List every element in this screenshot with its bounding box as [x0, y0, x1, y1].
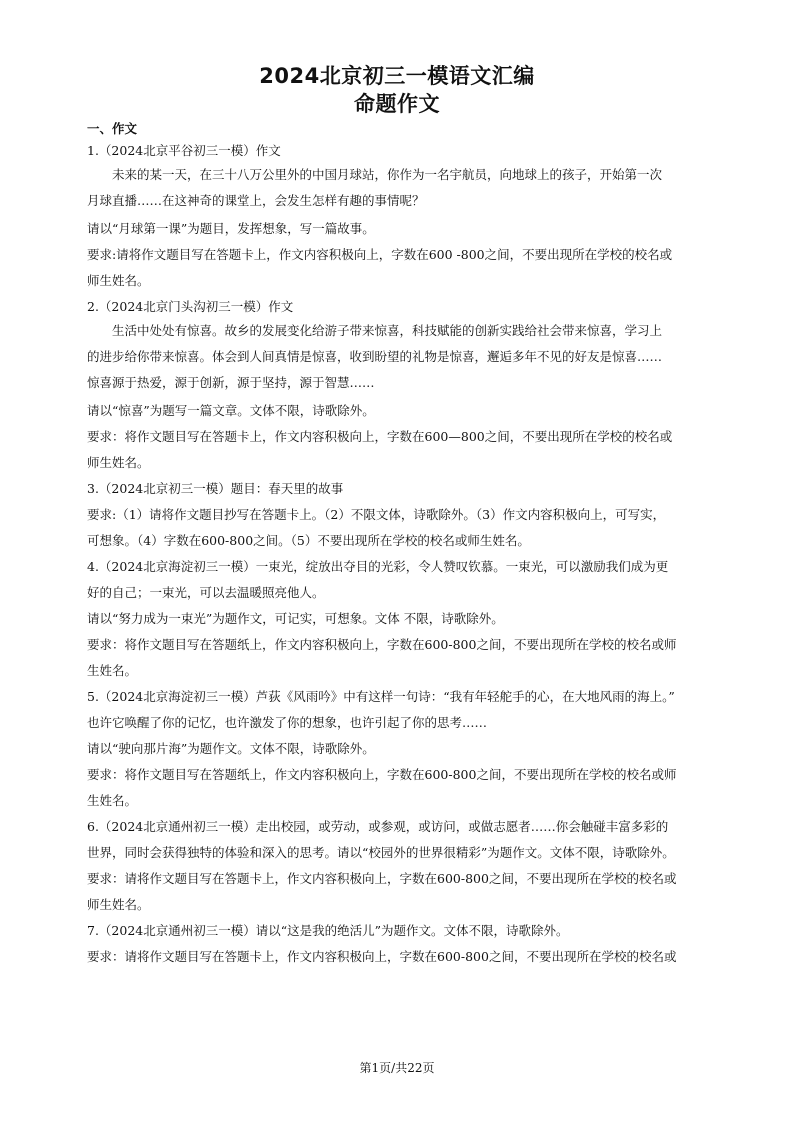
page-number: 第1页/共22页: [359, 1061, 435, 1075]
document-title: 2024北京初三一模语文汇编: [259, 64, 535, 88]
prompt-line: 月球直播……在这神奇的课堂上，会发生怎样有趣的事情呢？: [87, 193, 425, 208]
question-header-cont: 世界，同时会获得独特的体验和深入的思考。请以“校园外的世界很精彩”为题作文。文体不限，诗歌除外。: [87, 845, 675, 860]
requirement-line: 师生姓名。: [87, 273, 150, 288]
question-4: [87, 556, 709, 682]
requirement-line: 要求:（1）请将作文题目抄写在答题卡上。（2）不限文体，诗歌除外。（3）作文内容积极向上，可写实，: [87, 507, 666, 522]
requirement-line: 要求：将作文题目写在答题纸上，作文内容积极向上，字数在600-800之间，不要出现所在学校的校名或师: [87, 767, 677, 782]
requirement-line: 师生姓名。: [87, 897, 150, 912]
requirement-line: 生姓名。: [87, 663, 138, 678]
question-header: 6.（2024北京通州初三一模）走出校园，或劳动，或参观，或访问，或做志愿者……你会触碰丰富多彩的: [87, 819, 669, 834]
question-1: [87, 140, 709, 292]
task-line: 请以“努力成为一束光”为题作文，可记实，可想象。文体 不限，诗歌除外。: [87, 611, 504, 626]
requirement-line: 要求：将作文题目写在答题卡上，作文内容积极向上，字数在600—800之间，不要出现所在学校的校名或: [87, 429, 673, 444]
question-header: 5.（2024北京海淀初三一模）芦荻《风雨吟》中有这样一句诗：“我有年轻舵手的心，在大地风雨的海上。”: [87, 689, 675, 704]
prompt-line: 惊喜源于热爱，源于创新，源于坚持，源于智慧……: [87, 375, 375, 390]
requirement-line: 师生姓名。: [87, 455, 150, 470]
question-7: [87, 920, 709, 968]
question-header: 1.（2024北京平谷初三一模）作文: [87, 143, 281, 158]
question-3: [87, 478, 709, 552]
prompt-line: 生活中处处有惊喜。故乡的发展变化给游子带来惊喜，科技赋能的创新实践给社会带来惊喜，学习上: [112, 323, 663, 338]
question-6: [87, 816, 709, 916]
requirement-line: 要求：将作文题目写在答题纸上，作文内容积极向上，字数在600-800之间，不要出现所在学校的校名或师: [87, 637, 677, 652]
question-header-cont: 好的自己；一束光，可以去温暖照亮他人。: [87, 585, 325, 600]
question-header: 3.（2024北京初三一模）题目：春天里的故事: [87, 481, 344, 496]
task-line: 请以“月球第一课”为题目，发挥想象，写一篇故事。: [87, 221, 375, 236]
task-line: 请以“惊喜”为题写一篇文章。文体不限，诗歌除外。: [87, 403, 375, 418]
prompt-line: 未来的某一天，在三十八万公里外的中国月球站，你作为一名宇航员，向地球上的孩子，开始第一次: [112, 167, 663, 182]
question-5: [87, 686, 709, 812]
question-header: 4.（2024北京海淀初三一模）一束光，绽放出夺目的光彩，令人赞叹钦慕。一束光，可以激励我们成为更: [87, 559, 669, 574]
requirement-line: 生姓名。: [87, 793, 138, 808]
document-subtitle: 命题作文: [354, 92, 440, 116]
question-header: 2.（2024北京门头沟初三一模）作文: [87, 299, 294, 314]
requirement-line: 要求：请将作文题目写在答题卡上，作文内容积极向上，字数在600-800之间，不要出现所在学校的校名或: [87, 871, 677, 886]
question-header-cont: 也许它唤醒了你的记忆，也许激发了你的想象，也许引起了你的思考……: [87, 715, 488, 730]
section-heading: 一、作文: [87, 121, 138, 136]
requirement-line: 可想象。（4）字数在600-800之间。（5）不要出现所在学校的校名或师生姓名。: [87, 533, 530, 548]
requirement-line: 要求:请将作文题目写在答题卡上，作文内容积极向上，字数在600 -800之间，不要出现所在学校的校名或: [87, 247, 673, 262]
task-line: 请以“驶向那片海”为题作文。文体不限，诗歌除外。: [87, 741, 375, 756]
question-header: 7.（2024北京通州初三一模）请以“这是我的绝活儿”为题作文。文体不限，诗歌除外。: [87, 923, 569, 938]
document-body: [87, 118, 709, 968]
requirement-line: 要求：请将作文题目写在答题卡上，作文内容积极向上，字数在600-800之间，不要出现所在学校的校名或: [87, 949, 677, 964]
prompt-line: 的进步给你带来惊喜。体会到人间真情是惊喜，收到盼望的礼物是惊喜，邂逅多年不见的好友是惊喜……: [87, 349, 663, 364]
question-2: [87, 296, 709, 474]
